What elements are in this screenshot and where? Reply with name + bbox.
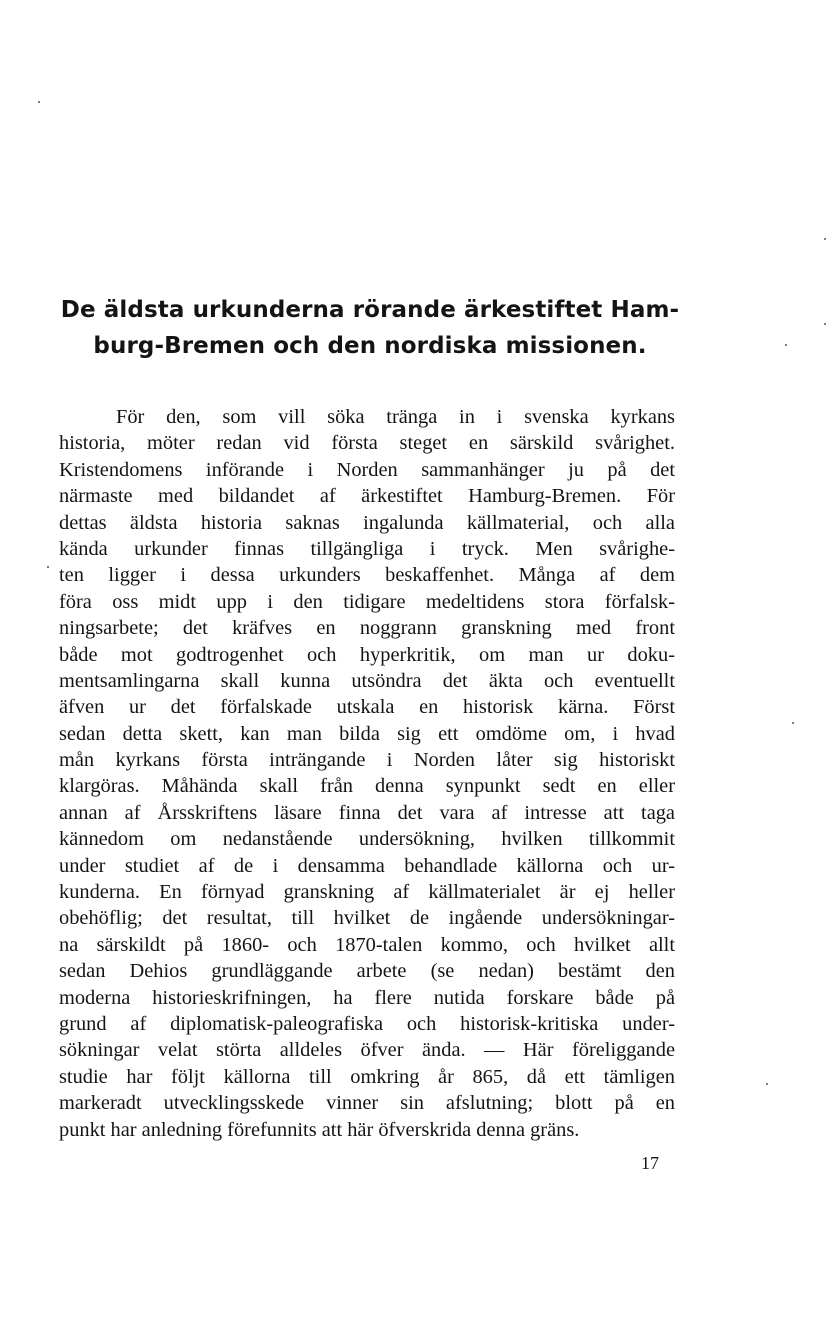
text-line: kända urkunder finnas tillgängliga i tryck. Men svårighe-	[59, 537, 675, 560]
text-line: annan af Årsskriftens läsare finna det vara af intresse att taga	[59, 801, 675, 824]
text-line: sökningar velat störta alldeles öfver ända. — Här föreliggande	[59, 1039, 675, 1062]
text-line: mentsamlingarna skall kunna utsöndra det äkta och eventuellt	[59, 669, 675, 692]
text-line: föra oss midt upp i den tidigare medeltidens stora förfalsk-	[59, 590, 675, 613]
text-line: klargöras. Måhända skall från denna synpunkt sedt en eller	[59, 775, 675, 798]
text-line: sedan Dehios grundläggande arbete (se nedan) bestämt den	[59, 960, 675, 983]
scan-speck	[824, 238, 826, 240]
text-line: kunderna. En förnyad granskning af källmaterialet är ej heller	[59, 881, 675, 904]
text-line: moderna historieskrifningen, ha flere nutida forskare både på	[59, 986, 675, 1009]
page-number: 17	[641, 1153, 659, 1173]
title-line: De äldsta urkunderna rörande ärkestiftet Ham-	[60, 297, 680, 323]
text-line: na särskildt på 1860- och 1870-talen kommo, och hvilket allt	[59, 933, 675, 956]
text-line: grund af diplomatisk-paleografiska och historisk-kritiska under-	[59, 1012, 675, 1035]
text-line: äfven ur det förfalskade utskala en historisk kärna. Först	[59, 696, 675, 719]
text-line: obehöflig; det resultat, till hvilket de ingående undersökningar-	[59, 907, 675, 930]
text-line: punkt har anledning förefunnits att här öfverskrida denna gräns.	[59, 1118, 580, 1141]
text-line: För den, som vill söka tränga in i svenska kyrkans	[116, 406, 675, 428]
scan-speck	[785, 344, 787, 346]
scan-speck	[792, 722, 794, 724]
text-line: ningsarbete; det kräfves en noggrann granskning med front	[59, 617, 675, 640]
text-line: historia, möter redan vid första steget en särskild svårighet.	[59, 432, 675, 455]
scan-speck	[47, 566, 49, 568]
scan-speck	[766, 1083, 768, 1085]
title-line: burg-Bremen och den nordiska missionen.	[93, 333, 647, 359]
article-title	[60, 292, 680, 364]
text-line: närmaste med bildandet af ärkestiftet Hamburg-Bremen. För	[59, 485, 675, 508]
text-line: mån kyrkans första inträngande i Norden låter sig historiskt	[59, 749, 675, 772]
scan-speck	[824, 323, 826, 325]
text-line: studie har följt källorna till omkring år 865, då ett tämligen	[59, 1065, 675, 1088]
text-line: markeradt utvecklingsskede vinner sin afslutning; blott på en	[59, 1092, 675, 1115]
text-line: Kristendomens införande i Norden sammanhänger ju på det	[59, 458, 675, 481]
text-line: både mot godtrogenhet och hyperkritik, om man ur doku-	[59, 643, 675, 666]
text-line: kännedom om nedanstående undersökning, hvilken tillkommit	[59, 828, 675, 851]
text-line: dettas äldsta historia saknas ingalunda källmaterial, och alla	[59, 511, 675, 534]
text-line: under studiet af de i densamma behandlade källorna och ur-	[59, 854, 675, 877]
body-paragraph	[59, 404, 675, 1143]
scan-speck	[38, 101, 40, 103]
text-line: ten ligger i dessa urkunders beskaffenhet. Många af dem	[59, 564, 675, 587]
text-line: sedan detta skett, kan man bilda sig ett omdöme om, i hvad	[59, 722, 675, 745]
